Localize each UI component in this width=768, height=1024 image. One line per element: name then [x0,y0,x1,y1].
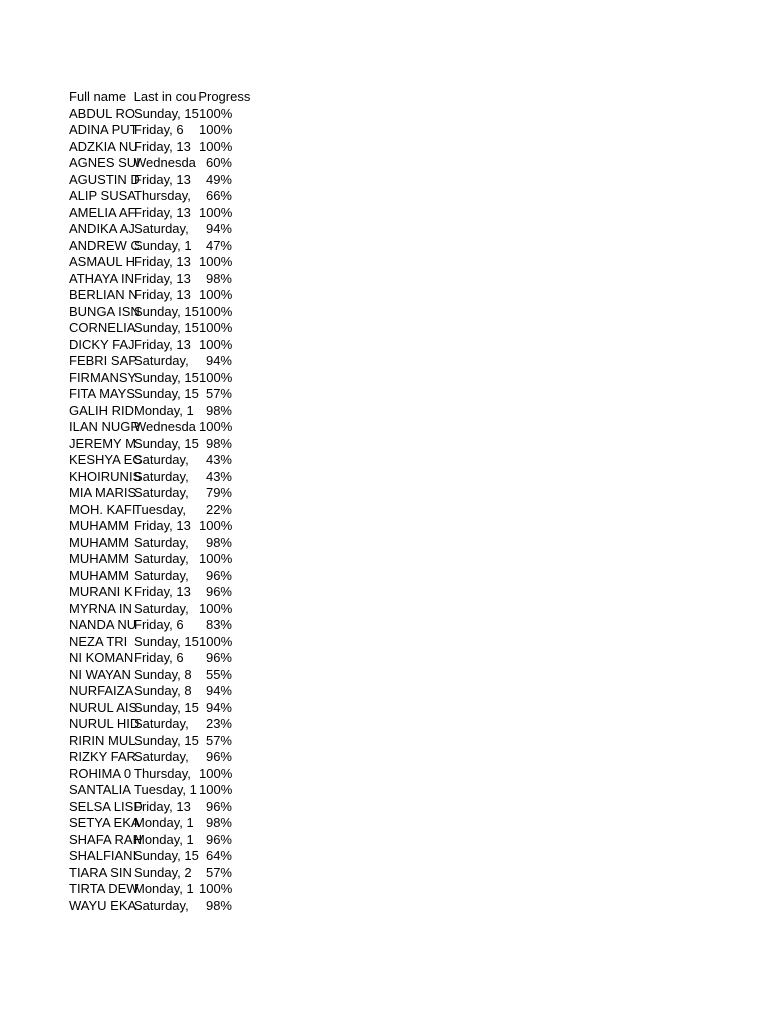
cell-last-in-course[interactable]: Friday, 13 [134,287,191,302]
cell-full-name[interactable]: ADINA PUT [69,122,138,137]
table-row [68,254,258,271]
cell-progress[interactable]: 64% [205,848,232,863]
cell-full-name[interactable]: NURUL HID [69,716,140,731]
table-row [68,898,258,915]
cell-full-name[interactable]: ATHAYA IN [69,270,135,286]
cell-progress[interactable]: 96% [205,749,232,764]
cell-progress[interactable]: 100% [199,287,233,302]
cell-full-name[interactable]: MIA MARIS [69,485,137,500]
cell-last-in-course[interactable]: Friday, 13 [134,138,191,154]
cell-progress[interactable]: 96% [205,567,232,583]
table-row [68,139,258,156]
cell-progress[interactable]: 100% [199,765,233,781]
cell-last-in-course[interactable]: Sunday, 2 [134,864,192,880]
cell-last-in-course[interactable]: Monday, 1 [134,881,194,896]
cell-progress[interactable]: 100% [199,105,233,121]
cell-full-name[interactable]: SANTALIA [69,782,131,797]
table-row [68,106,258,123]
table-row [68,419,258,436]
cell-full-name[interactable]: NANDA NU [69,617,137,632]
cell-last-in-course[interactable]: Friday, 13 [134,204,191,220]
cell-full-name[interactable]: SETYA EKA [69,815,140,830]
cell-full-name[interactable]: NI KOMAN [69,650,134,665]
cell-full-name[interactable]: TIARA SIN [69,864,132,880]
cell-full-name[interactable]: ANDREW C [69,237,140,253]
cell-last-in-course[interactable]: Friday, 13 [134,584,191,599]
cell-progress[interactable]: 79% [205,485,232,500]
table-row [68,205,258,222]
cell-full-name[interactable]: RIRIN MUL [69,732,136,748]
cell-progress[interactable]: 96% [205,798,232,814]
cell-last-in-course[interactable]: Sunday, 15 [134,633,199,649]
cell-last-in-course[interactable]: Saturday, [134,534,189,550]
cell-full-name[interactable]: MUHAMM [69,518,129,533]
cell-full-name[interactable]: KHOIRUNIS [69,468,142,484]
table-row [68,304,258,321]
cell-progress[interactable]: 100% [199,551,233,566]
cell-progress[interactable]: 96% [205,831,232,847]
table-row [68,502,258,519]
cell-progress[interactable]: 100% [199,336,233,352]
cell-last-in-course[interactable]: Sunday, 15 [134,732,199,748]
cell-progress[interactable]: 98% [205,815,232,830]
cell-progress[interactable]: 22% [205,501,232,517]
table-row [68,683,258,700]
cell-full-name[interactable]: ADZKIA NU [69,138,138,154]
cell-last-in-course[interactable]: Sunday, 8 [134,683,192,698]
cell-full-name[interactable]: NEZA TRI [69,633,128,649]
table-row [68,766,258,783]
cell-progress[interactable]: 100% [199,782,233,797]
cell-last-in-course[interactable]: Sunday, 15 [134,303,199,319]
cell-last-in-course[interactable]: Monday, 1 [134,815,194,830]
cell-full-name[interactable]: NURUL AIS [69,699,138,715]
cell-full-name[interactable]: ABDUL RO [69,105,135,121]
cell-full-name[interactable]: ASMAUL H [69,254,135,269]
cell-progress[interactable]: 83% [205,617,232,632]
cell-last-in-course[interactable]: Thursday, [134,765,191,781]
table-row [68,518,258,535]
cell-last-in-course[interactable]: Sunday, 8 [134,666,192,682]
cell-full-name[interactable]: MOH. KAFI [69,501,136,517]
table-row [68,667,258,684]
cell-full-name[interactable]: MUHAMM [69,551,129,566]
cell-full-name[interactable]: SELSA LISD [69,798,143,814]
cell-progress[interactable]: 94% [205,683,232,698]
cell-full-name[interactable]: GALIH RID [69,402,135,418]
table-row [68,799,258,816]
table-row [68,617,258,634]
cell-last-in-course[interactable]: Sunday, 1 [134,237,192,253]
cell-progress[interactable]: 43% [205,468,232,484]
table-row [68,155,258,172]
cell-full-name[interactable]: NURFAIZA [69,683,134,698]
cell-progress[interactable]: 98% [205,897,232,913]
cell-last-in-course[interactable]: Saturday, [134,485,189,500]
cell-last-in-course[interactable]: Wednesda [134,419,196,434]
table-row [68,238,258,255]
cell-full-name[interactable]: FIRMANSY [69,369,137,385]
table-row [68,436,258,453]
cell-full-name[interactable]: ROHIMA 0 [69,765,132,781]
cell-progress[interactable]: 98% [205,534,232,550]
cell-progress[interactable]: 66% [205,188,232,203]
cell-progress[interactable]: 60% [205,155,232,170]
cell-progress[interactable]: 23% [205,716,232,731]
table-row [68,535,258,552]
table-row [68,188,258,205]
cell-last-in-course[interactable]: Friday, 13 [134,171,191,187]
table-row [68,716,258,733]
table-row [68,287,258,304]
cell-last-in-course[interactable]: Saturday, [134,353,189,368]
cell-last-in-course[interactable]: Tuesday, [134,501,187,517]
cell-last-in-course[interactable]: Sunday, 15 [134,435,199,451]
cell-last-in-course[interactable]: Friday, 6 [134,617,184,632]
cell-last-in-course[interactable]: Friday, 6 [134,122,184,137]
cell-full-name[interactable]: SHALFIANI [69,848,137,863]
cell-full-name[interactable]: MUHAMM [69,534,129,550]
cell-progress[interactable]: 100% [199,600,233,616]
header-full-name[interactable]: Full name [69,89,127,104]
cell-full-name[interactable]: AGUSTIN D [69,171,140,187]
table-row [68,221,258,238]
header-progress[interactable]: Progress [198,89,251,104]
cell-progress[interactable]: 96% [205,584,232,599]
cell-full-name[interactable]: KESHYA EC [69,452,142,467]
cell-full-name[interactable]: MYRNA IN [69,600,132,616]
cell-full-name[interactable]: SHAFA RAH [69,831,142,847]
cell-progress[interactable]: 100% [199,419,233,434]
cell-progress[interactable]: 100% [199,138,233,154]
cell-last-in-course[interactable]: Sunday, 15 [134,699,199,715]
cell-progress[interactable]: 98% [205,402,232,418]
cell-full-name[interactable]: FITA MAYS [69,386,135,401]
cell-full-name[interactable]: ALIP SUSA [69,188,136,203]
cell-progress[interactable]: 57% [205,386,232,401]
cell-last-in-course[interactable]: Saturday, [134,600,189,616]
table-row [68,271,258,288]
table-row [68,782,258,799]
cell-last-in-course[interactable]: Friday, 13 [134,270,191,286]
cell-progress[interactable]: 100% [199,518,233,533]
cell-progress[interactable]: 100% [199,633,233,649]
cell-full-name[interactable]: ANDIKA AJ [69,221,135,236]
table-row [68,733,258,750]
table-row [68,337,258,354]
cell-last-in-course[interactable]: Sunday, 15 [134,320,199,335]
spreadsheet-table [68,89,258,914]
table-row [68,865,258,882]
cell-full-name[interactable]: CORNELIA [69,320,136,335]
cell-progress[interactable]: 94% [205,221,232,236]
cell-full-name[interactable]: MURANI K [69,584,133,599]
table-row [68,815,258,832]
cell-full-name[interactable]: DICKY FAJ [69,336,135,352]
cell-full-name[interactable]: WAYU EKA [69,897,137,913]
cell-last-in-course[interactable]: Friday, 13 [134,336,191,352]
table-row [68,320,258,337]
cell-last-in-course[interactable]: Thursday, [134,188,191,203]
cell-full-name[interactable]: BUNGA ISN [69,303,140,319]
cell-progress[interactable]: 43% [205,452,232,467]
cell-last-in-course[interactable]: Sunday, 15 [134,369,199,385]
cell-full-name[interactable]: NI WAYAN [69,666,131,682]
table-row [68,650,258,667]
cell-progress[interactable]: 100% [199,122,233,137]
cell-last-in-course[interactable]: Sunday, 15 [134,848,199,863]
cell-progress[interactable]: 100% [199,204,233,220]
table-row [68,370,258,387]
header-row [68,89,258,106]
cell-last-in-course[interactable]: Friday, 13 [134,518,191,533]
cell-last-in-course[interactable]: Saturday, [134,897,189,913]
cell-full-name[interactable]: AGNES SUI [69,155,140,170]
table-row [68,700,258,717]
cell-last-in-course[interactable]: Monday, 1 [134,831,194,847]
table-row [68,881,258,898]
table-row [68,469,258,486]
table-row [68,832,258,849]
table-row [68,568,258,585]
cell-progress[interactable]: 100% [199,369,233,385]
cell-progress[interactable]: 100% [199,881,233,896]
table-row [68,749,258,766]
cell-full-name[interactable]: TIRTA DEW [69,881,139,896]
cell-progress[interactable]: 98% [205,270,232,286]
cell-last-in-course[interactable]: Monday, 1 [134,402,194,418]
cell-full-name[interactable]: FEBRI SAP [69,353,137,368]
table-row [68,551,258,568]
cell-full-name[interactable]: RIZKY FAR [69,749,136,764]
cell-progress[interactable]: 57% [205,732,232,748]
cell-last-in-course[interactable]: Saturday, [134,749,189,764]
cell-last-in-course[interactable]: Friday, 6 [134,650,184,665]
cell-last-in-course[interactable]: Sunday, 15 [134,105,199,121]
cell-last-in-course[interactable]: Sunday, 15 [134,386,199,401]
cell-progress[interactable]: 94% [205,699,232,715]
cell-full-name[interactable]: MUHAMM [69,567,129,583]
cell-last-in-course[interactable]: Saturday, [134,468,189,484]
table-row [68,848,258,865]
cell-progress[interactable]: 100% [199,320,233,335]
table-row [68,601,258,618]
cell-last-in-course[interactable]: Saturday, [134,452,189,467]
cell-last-in-course[interactable]: Saturday, [134,567,189,583]
cell-last-in-course[interactable]: Tuesday, 1 [134,782,197,797]
cell-full-name[interactable]: AMELIA AF [69,204,136,220]
cell-progress[interactable]: 98% [205,435,232,451]
cell-progress[interactable]: 55% [205,666,232,682]
cell-last-in-course[interactable]: Saturday, [134,221,189,236]
table-row [68,386,258,403]
header-last-in-course[interactable]: Last in cou [133,89,197,104]
table-row [68,403,258,420]
table-row [68,485,258,502]
cell-last-in-course[interactable]: Saturday, [134,551,189,566]
cell-progress[interactable]: 47% [205,237,232,253]
table-row [68,584,258,601]
cell-progress[interactable]: 100% [199,303,233,319]
cell-last-in-course[interactable]: Wednesda [134,155,196,170]
table-row [68,172,258,189]
table-row [68,634,258,651]
cell-last-in-course[interactable]: Friday, 13 [134,254,191,269]
cell-full-name[interactable]: BERLIAN N [69,287,138,302]
table-row [68,122,258,139]
cell-full-name[interactable]: JEREMY M [69,435,136,451]
cell-progress[interactable]: 96% [205,650,232,665]
cell-full-name[interactable]: ILAN NUGR [69,419,140,434]
cell-progress[interactable]: 100% [199,254,233,269]
cell-last-in-course[interactable]: Saturday, [134,716,189,731]
cell-progress[interactable]: 49% [205,171,232,187]
table-row [68,353,258,370]
cell-progress[interactable]: 94% [205,353,232,368]
cell-last-in-course[interactable]: Friday, 13 [134,798,191,814]
cell-progress[interactable]: 57% [205,864,232,880]
table-row [68,452,258,469]
